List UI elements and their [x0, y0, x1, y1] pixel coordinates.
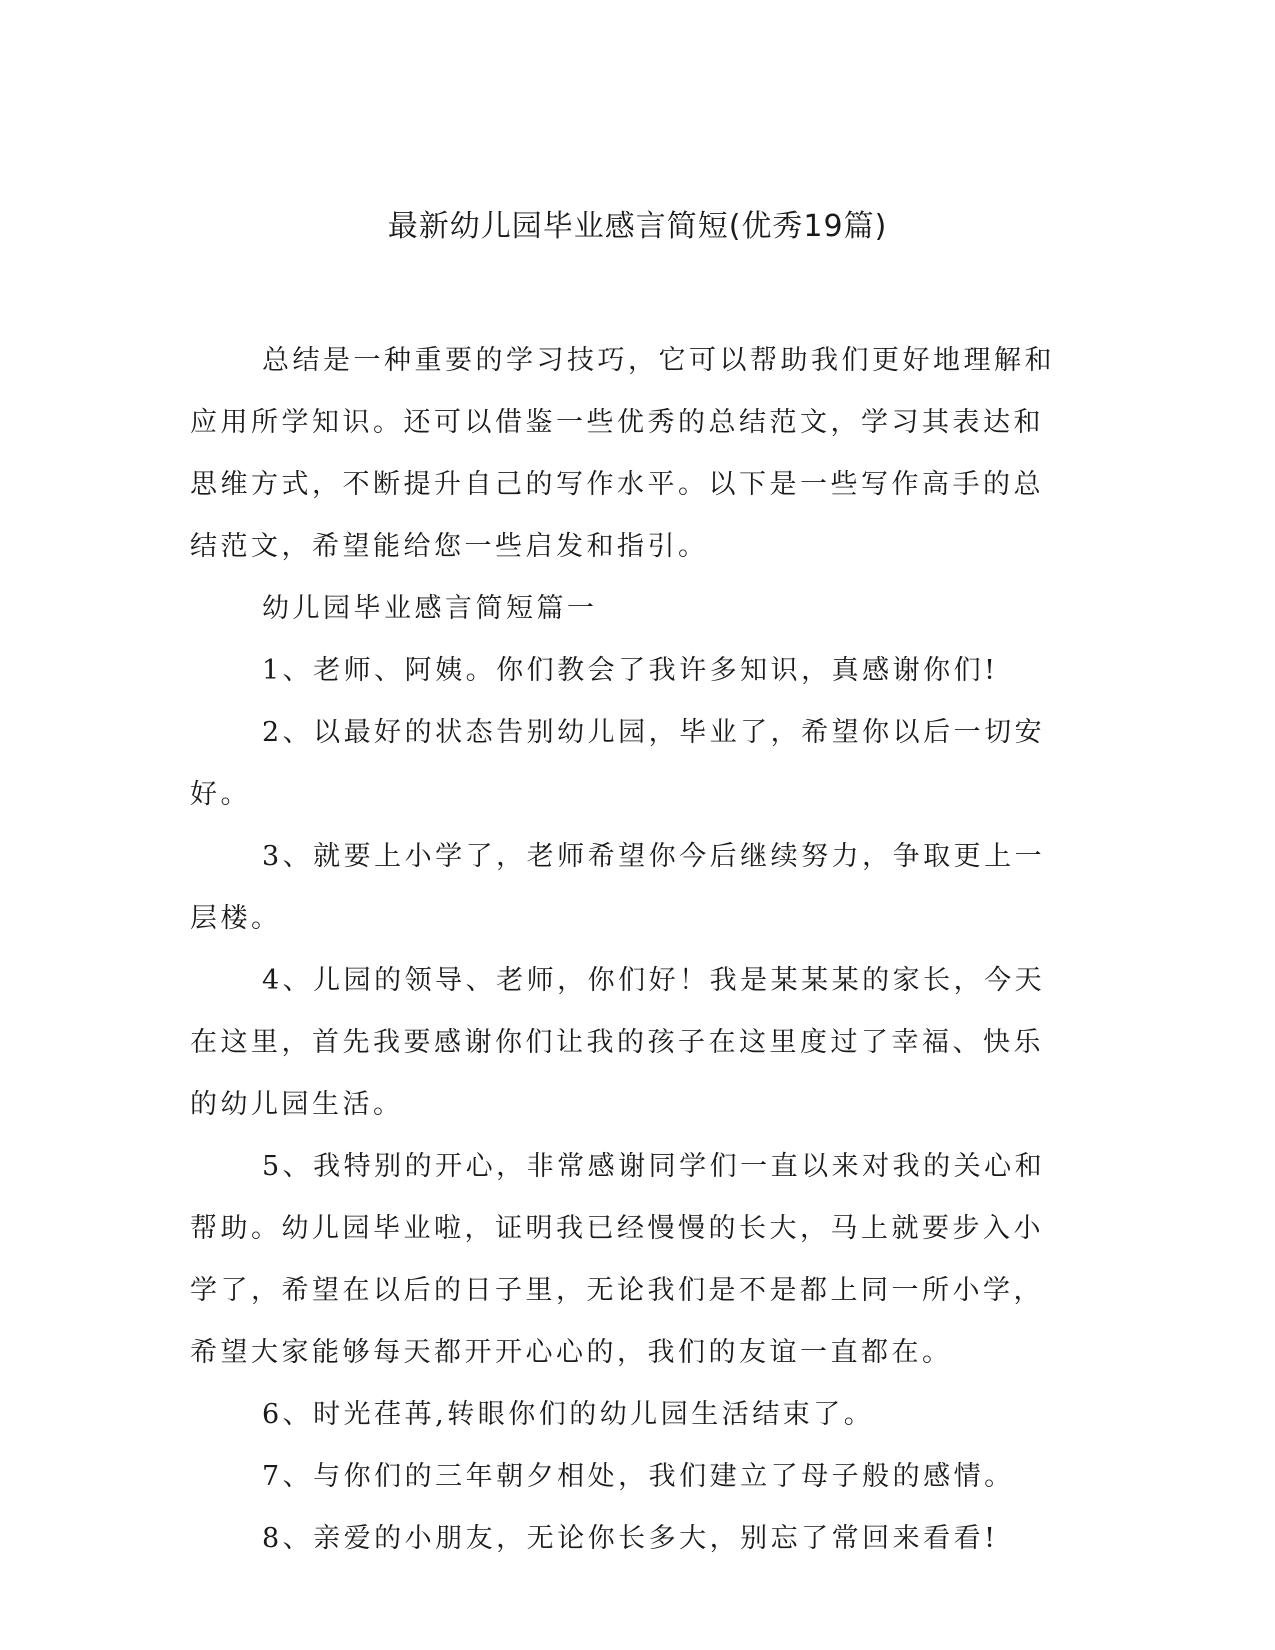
- list-item-4: 4、儿园的领导、老师，你们好！我是某某某的家长，今天在这里，首先我要感谢你们让我的孩子在这里度过了幸福、快乐的幼儿园生活。: [190, 965, 1046, 1120]
- list-item-7: 7、与你们的三年朝夕相处，我们建立了母子般的感情。: [262, 1461, 1015, 1492]
- list-item-1: 1、老师、阿姨。你们教会了我许多知识，真感谢你们!: [262, 655, 999, 686]
- intro-paragraph: 总结是一种重要的学习技巧，它可以帮助我们更好地理解和应用所学知识。还可以借鉴一些优秀的总结范文，学习其表达和思维方式，不断提升自己的写作水平。以下是一些写作高手的总结范文，希望能给您一些启发和指引。: [190, 345, 1055, 562]
- list-item-8: 8、亲爱的小朋友，无论你长多大，别忘了常回来看看!: [262, 1523, 999, 1554]
- list-item-2: 2、以最好的状态告别幼儿园，毕业了，希望你以后一切安好。: [190, 717, 1046, 810]
- list-item-6: 6、时光荏苒,转眼你们的幼儿园生活结束了。: [262, 1399, 875, 1430]
- document-title: 最新幼儿园毕业感言简短(优秀19篇): [387, 209, 888, 244]
- section-heading: 幼儿园毕业感言简短篇一: [262, 593, 598, 624]
- list-item-5: 5、我特别的开心，非常感谢同学们一直以来对我的关心和帮助。幼儿园毕业啦，证明我已经慢慢的长大，马上就要步入小学了，希望在以后的日子里，无论我们是不是都上同一所小学，希望大家能够每天都开开心心的，我们的友谊一直都在。: [190, 1151, 1046, 1368]
- document-body: [190, 330, 1070, 1570]
- list-item-3: 3、就要上小学了，老师希望你今后继续努力，争取更上一层楼。: [190, 841, 1046, 934]
